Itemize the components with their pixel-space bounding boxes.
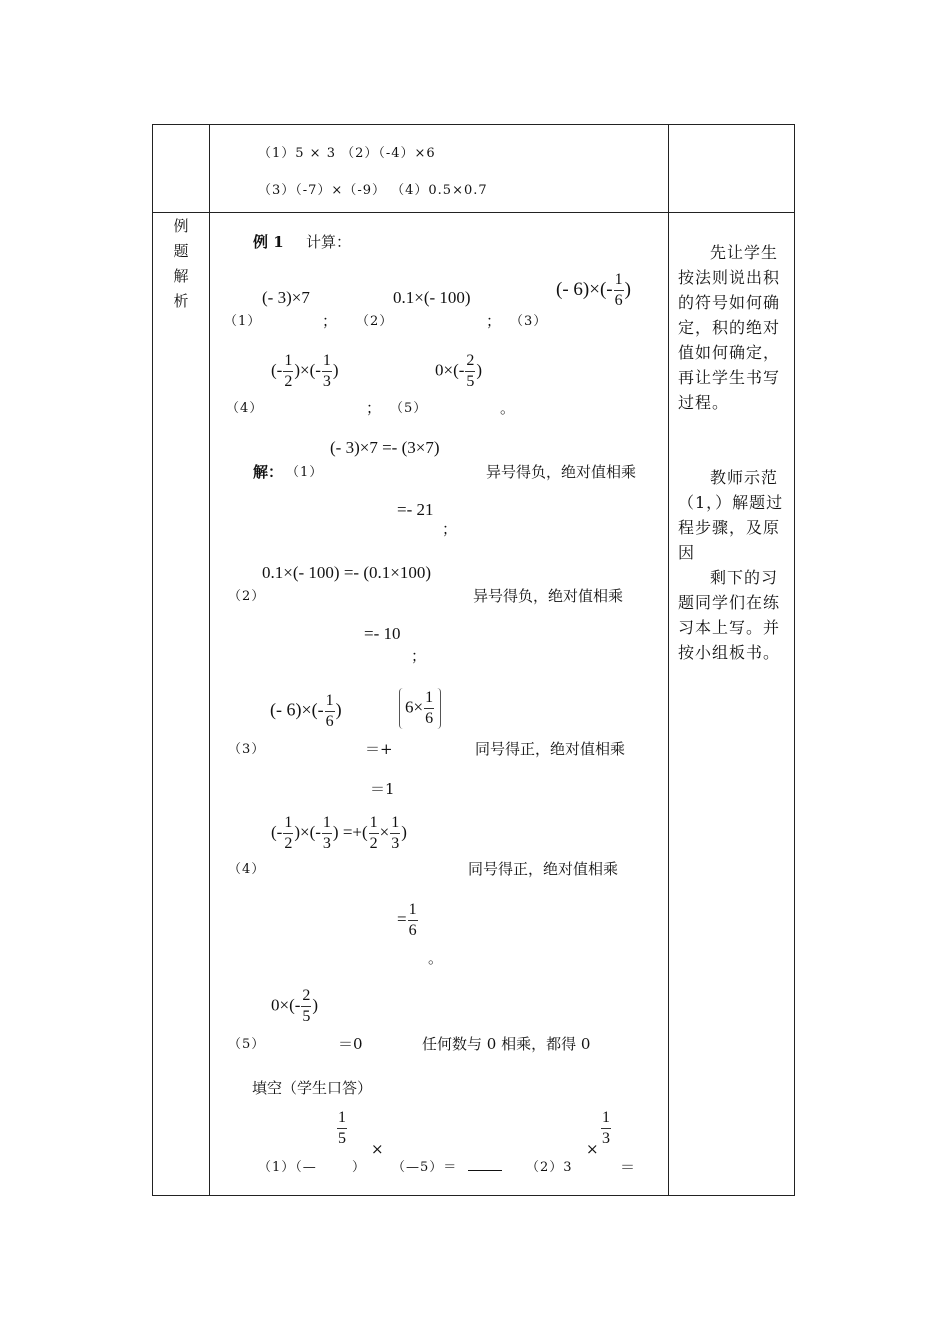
q5-pre: 0×(- xyxy=(435,360,465,380)
q4-number: （4） xyxy=(226,401,264,416)
note-3: 剩下的习题同学们在练习本上写。并按小组板书。 xyxy=(678,568,781,662)
q4-separator: ； xyxy=(366,399,382,417)
b2-times: × xyxy=(586,1140,599,1158)
s4-fraction-2 xyxy=(322,815,332,852)
s1-result: =- 21 xyxy=(397,500,434,519)
s4-r-num: 1 xyxy=(408,902,418,921)
s4-f2-num: 1 xyxy=(322,815,332,834)
q1-expression: (- 3)×7 xyxy=(262,288,310,307)
b1-times: × xyxy=(371,1140,384,1158)
q4-pre: (- xyxy=(271,360,283,380)
s4-eq: ) =+( xyxy=(332,822,368,842)
q4-f2-num: 1 xyxy=(322,353,332,372)
b1-f-den: 5 xyxy=(338,1130,346,1147)
s1-expression: (- 3)×7 =- (3×7) xyxy=(330,438,440,457)
practice-line-1: （1）5 × 3 （2）（-4）×6 xyxy=(258,146,436,161)
table-col-divider-1 xyxy=(209,124,210,1196)
q4-fraction-2 xyxy=(322,353,332,390)
s2-result: =- 10 xyxy=(364,624,401,643)
example-title: 例 1 xyxy=(253,233,284,251)
s4-pre: (- xyxy=(271,822,283,842)
s3-equals: ＝+ xyxy=(365,740,393,758)
s3-result: ＝1 xyxy=(370,780,395,798)
s2-expression: 0.1×(- 100) =- (0.1×100) xyxy=(262,563,431,582)
b2-fraction xyxy=(600,1110,612,1147)
s3-number: （3） xyxy=(228,742,266,757)
s1-reason: 异号得负，绝对值相乘 xyxy=(486,463,637,481)
s2-reason: 异号得负，绝对值相乘 xyxy=(473,587,624,605)
b1-fraction xyxy=(336,1110,348,1147)
q5-expression xyxy=(435,353,482,390)
s4-reason: 同号得正，绝对值相乘 xyxy=(468,860,619,878)
table-border-left xyxy=(152,124,153,1196)
q3-expr-post: ) xyxy=(624,278,631,300)
s5-result: ＝0 xyxy=(338,1035,363,1053)
s3-f-den: 6 xyxy=(325,713,334,730)
q4-post: ) xyxy=(332,360,339,380)
q3-expression xyxy=(556,272,631,309)
s4-number: （4） xyxy=(228,862,266,877)
table-border-right xyxy=(794,124,795,1196)
s5-number: （5） xyxy=(228,1037,266,1052)
s5-expression xyxy=(271,988,318,1025)
s4-f2-den: 3 xyxy=(322,835,331,852)
s2-end: ； xyxy=(411,647,427,665)
b2-equals: ＝ xyxy=(620,1158,636,1176)
q5-number: （5） xyxy=(390,401,428,416)
s1-number: （1） xyxy=(286,465,324,480)
s2-number: （2） xyxy=(228,589,266,604)
q1-separator: ； xyxy=(322,312,338,330)
s3-reason: 同号得正，绝对值相乘 xyxy=(475,740,626,758)
s4-f3-den: 2 xyxy=(369,835,378,852)
fill-blank-title: 填空（学生口答） xyxy=(252,1079,373,1097)
q4-mid: )×(- xyxy=(294,360,321,380)
q4-f1-num: 1 xyxy=(283,353,293,372)
q2-number: （2） xyxy=(356,314,394,329)
s4-post: ) xyxy=(401,822,407,842)
s4-result-fraction xyxy=(408,902,418,939)
s4-times: × xyxy=(379,822,390,842)
s5-f-num: 2 xyxy=(301,988,311,1007)
s4-fraction-1 xyxy=(283,815,293,852)
section-label: 例题解析 xyxy=(173,217,189,310)
q4-fraction-1 xyxy=(283,353,293,390)
s5-pre: 0×(- xyxy=(271,995,301,1015)
s4-fraction-4 xyxy=(390,815,400,852)
q4-expression xyxy=(271,353,339,390)
s3-pre: (- 6)×(- xyxy=(270,699,324,720)
practice-line-2: （3）（-7）×（-9） （4）0.5×0.7 xyxy=(258,183,488,198)
s3-abs-den: 6 xyxy=(425,710,434,727)
s4-f4-den: 3 xyxy=(391,835,400,852)
q3-frac-den: 6 xyxy=(614,292,623,309)
s3-post: ) xyxy=(335,699,342,720)
s5-post: ) xyxy=(312,995,319,1015)
table-row-divider xyxy=(152,212,795,213)
s4-f3-num: 1 xyxy=(369,815,379,834)
s4-expression xyxy=(271,815,407,852)
b2-prefix: （2）3 xyxy=(526,1160,573,1175)
s4-f1-den: 2 xyxy=(284,835,293,852)
q4-f2-den: 3 xyxy=(322,373,331,390)
b1-close: ） xyxy=(352,1160,367,1175)
s4-result-eq: = xyxy=(397,909,407,929)
s5-f-den: 5 xyxy=(302,1008,311,1025)
s3-absolute-value xyxy=(399,688,441,729)
s3-f-num: 1 xyxy=(325,693,335,712)
q5-fraction xyxy=(465,353,475,390)
q3-expr-pre: (- 6)×(- xyxy=(556,278,613,300)
s3-abs-num: 1 xyxy=(424,690,434,709)
q1-number: （1） xyxy=(224,314,262,329)
q3-number: （3） xyxy=(510,314,548,329)
s4-result xyxy=(397,902,419,939)
q2-expression: 0.1×(- 100) xyxy=(393,288,471,307)
s4-r-den: 6 xyxy=(408,922,417,939)
b1-prefix: （1）（— xyxy=(258,1160,317,1175)
b2-f-den: 3 xyxy=(602,1130,610,1147)
b1-f-num: 1 xyxy=(337,1110,347,1129)
b2-f-num: 1 xyxy=(601,1110,611,1129)
s3-abs-fraction xyxy=(424,690,434,727)
s5-reason: 任何数与 0 相乘，都得 0 xyxy=(422,1035,591,1053)
q2-separator: ； xyxy=(486,312,502,330)
q5-f-num: 2 xyxy=(465,353,475,372)
s4-f4-num: 1 xyxy=(390,815,400,834)
table-col-divider-2 xyxy=(668,124,669,1196)
q4-f1-den: 2 xyxy=(284,373,293,390)
q5-post: ) xyxy=(476,360,483,380)
table-border-top xyxy=(152,124,795,125)
s3-fraction xyxy=(325,693,335,730)
q5-end: 。 xyxy=(500,399,516,417)
b2-frac xyxy=(601,1110,611,1147)
q3-frac-num: 1 xyxy=(614,272,624,291)
s4-mid: )×(- xyxy=(294,822,321,842)
s5-fraction xyxy=(301,988,311,1025)
table-border-bottom xyxy=(152,1195,795,1196)
b1-rest: （—5）＝ xyxy=(392,1160,458,1175)
s1-end: ； xyxy=(442,520,458,538)
s3-abs-bars xyxy=(399,688,441,729)
s4-f1-num: 1 xyxy=(283,815,293,834)
note-1: 先让学生按法则说出积的符号如何确定，积的绝对值如何确定，再让学生书写过程。 xyxy=(678,243,781,412)
b1-frac xyxy=(337,1110,347,1147)
s3-abs-pre: 6× xyxy=(405,697,424,717)
q5-f-den: 5 xyxy=(466,373,475,390)
b1-answer-blank[interactable] xyxy=(468,1156,502,1175)
s4-fraction-3 xyxy=(369,815,379,852)
q3-fraction xyxy=(614,272,624,309)
s4-end: 。 xyxy=(428,949,444,967)
note-2: 教师示范（1，）解题过程步骤，及原因 xyxy=(678,468,784,562)
solution-label: 解： xyxy=(253,463,284,481)
s3-expression xyxy=(270,693,342,730)
example-instruction: 计算： xyxy=(306,233,352,251)
